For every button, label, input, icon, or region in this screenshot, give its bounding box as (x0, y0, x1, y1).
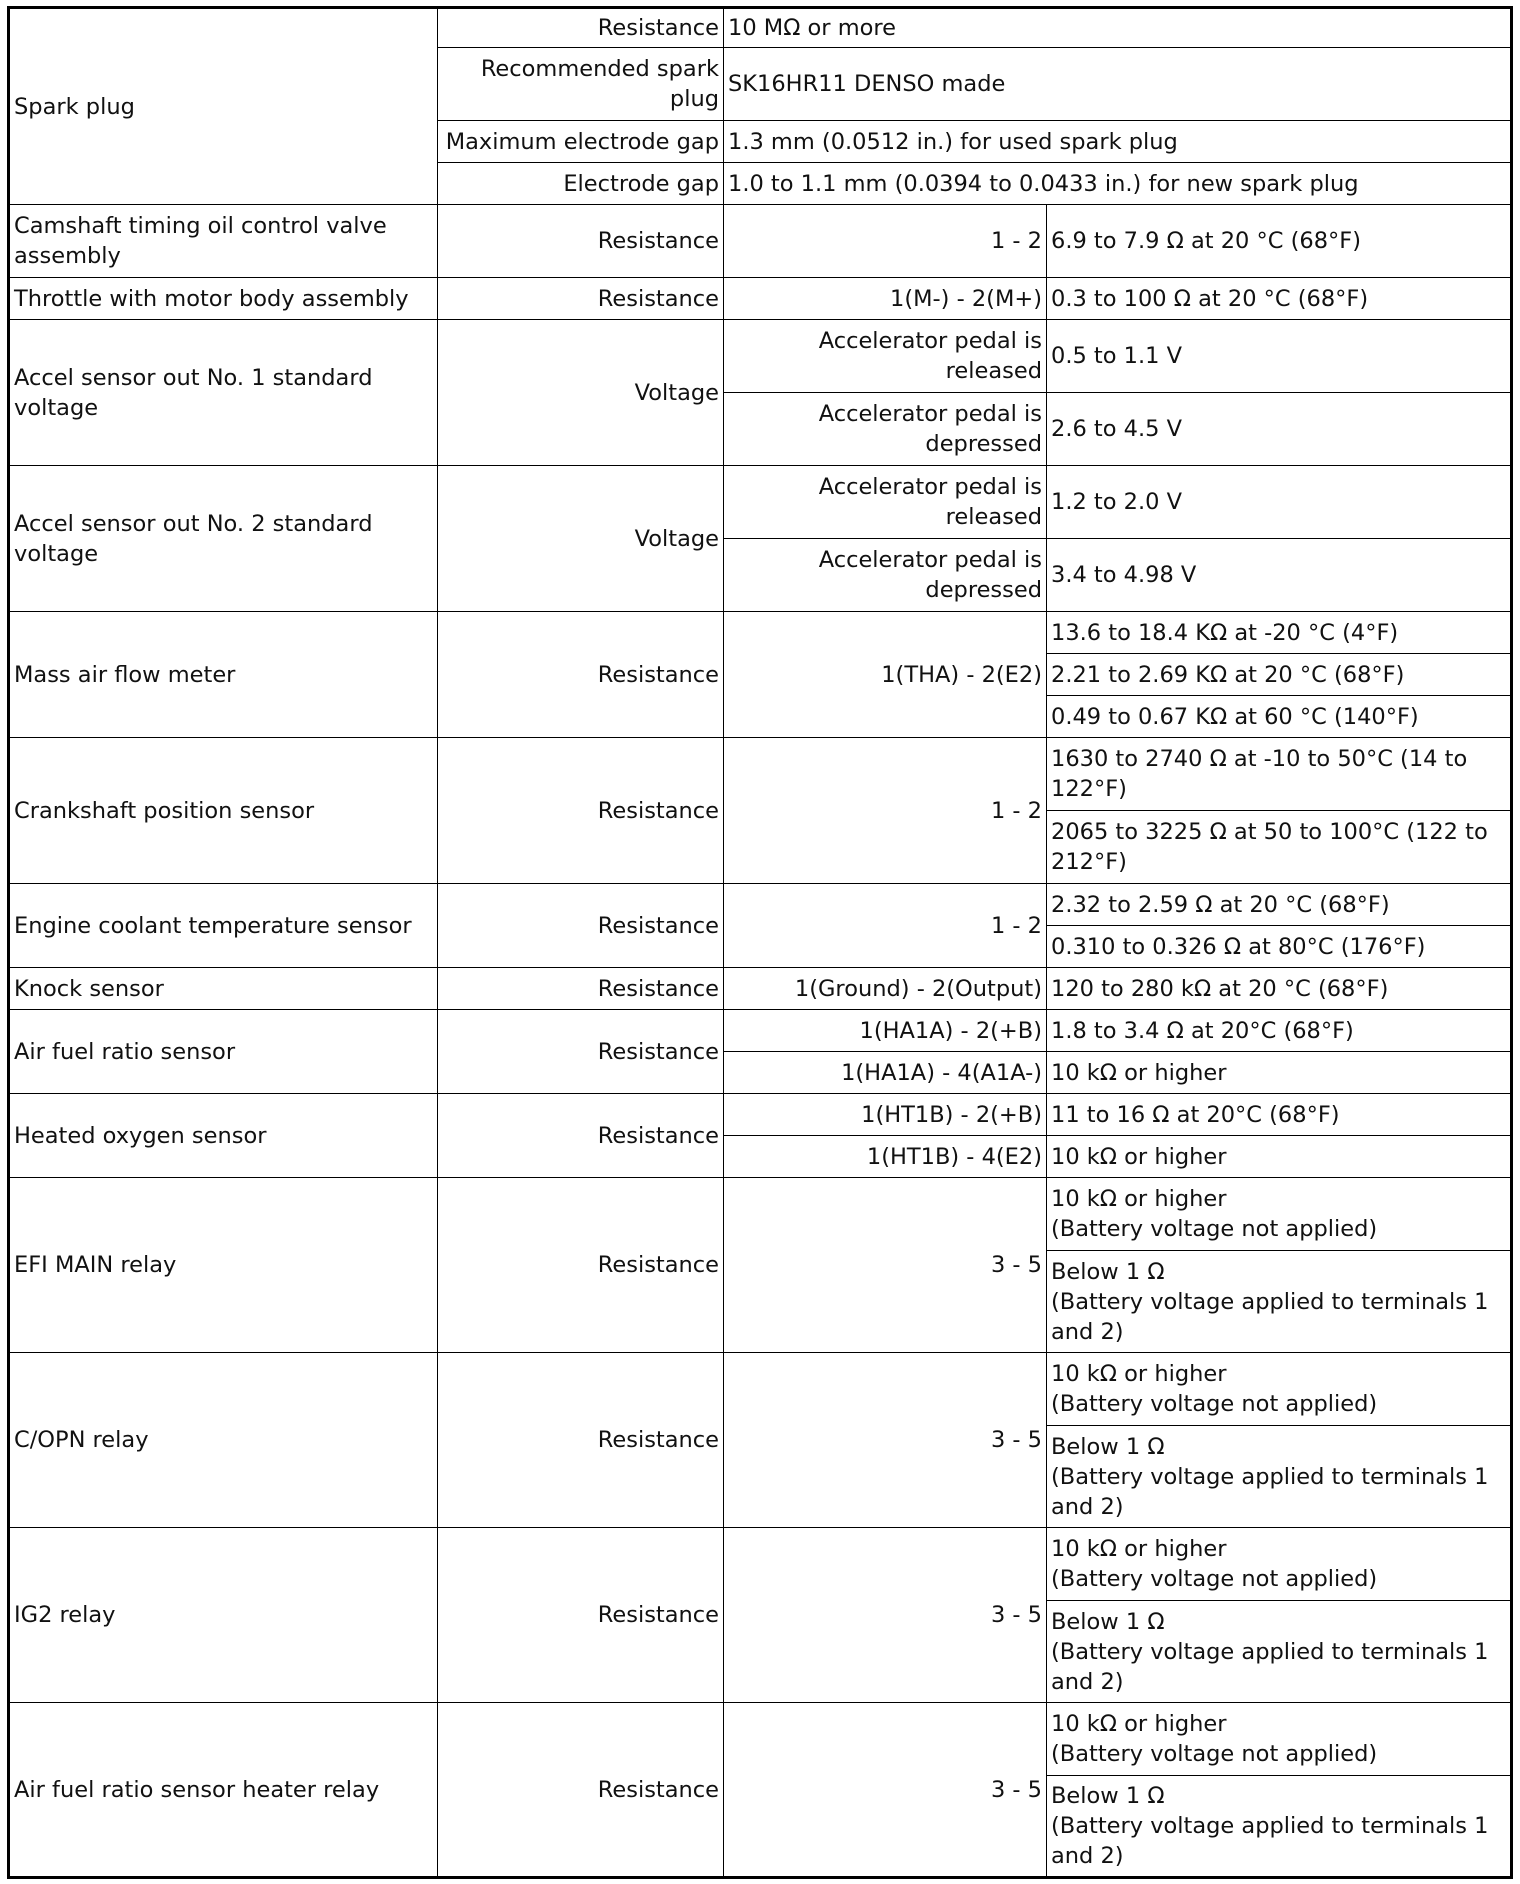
value-cell: 2.32 to 2.59 Ω at 20 °C (68°F) (1047, 884, 1512, 926)
terminal-cell: 1 - 2 (724, 884, 1047, 968)
check-cell: Voltage (438, 466, 724, 612)
component-cell: Air fuel ratio sensor (9, 1010, 438, 1094)
value-cell: 10 kΩ or higher (Battery voltage not applied) (1047, 1703, 1512, 1776)
terminal-cell: 1(HA1A) - 2(+B) (724, 1010, 1047, 1052)
component-cell: Mass air flow meter (9, 612, 438, 738)
component-cell: Accel sensor out No. 2 standard voltage (9, 466, 438, 612)
item-cell: Electrode gap (438, 163, 724, 205)
value-cell: 10 kΩ or higher (Battery voltage not applied) (1047, 1353, 1512, 1426)
terminal-cell: 3 - 5 (724, 1703, 1047, 1878)
value-cell: Below 1 Ω (Battery voltage applied to terminals 1 and 2) (1047, 1776, 1512, 1878)
value-cell: 0.3 to 100 Ω at 20 °C (68°F) (1047, 278, 1512, 320)
value-cell: 10 kΩ or higher (Battery voltage not applied) (1047, 1528, 1512, 1601)
component-cell: Accel sensor out No. 1 standard voltage (9, 320, 438, 466)
table-row (9, 612, 1512, 654)
item-cell: Maximum electrode gap (438, 121, 724, 163)
component-cell: Throttle with motor body assembly (9, 278, 438, 320)
check-cell: Voltage (438, 320, 724, 466)
table-row (9, 738, 1512, 811)
check-cell: Resistance (438, 1178, 724, 1353)
table-row (9, 466, 1512, 539)
terminal-cell: 3 - 5 (724, 1528, 1047, 1703)
table-row (9, 1353, 1512, 1426)
condition-cell: Accelerator pedal is depressed (724, 393, 1047, 466)
component-cell: C/OPN relay (9, 1353, 438, 1528)
value-cell: 0.5 to 1.1 V (1047, 320, 1512, 393)
check-cell: Resistance (438, 1703, 724, 1878)
component-cell: Spark plug (9, 8, 438, 205)
table-row (9, 1010, 1512, 1052)
terminal-cell: 1(HA1A) - 4(A1A-) (724, 1052, 1047, 1094)
check-cell: Resistance (438, 1094, 724, 1178)
terminal-cell: 3 - 5 (724, 1353, 1047, 1528)
value-cell: 1.8 to 3.4 Ω at 20°C (68°F) (1047, 1010, 1512, 1052)
check-cell: Resistance (438, 205, 724, 278)
table-row (9, 884, 1512, 926)
table-row (9, 1094, 1512, 1136)
value-cell: 11 to 16 Ω at 20°C (68°F) (1047, 1094, 1512, 1136)
value-cell: 3.4 to 4.98 V (1047, 539, 1512, 612)
value-cell: Below 1 Ω (Battery voltage applied to terminals 1 and 2) (1047, 1601, 1512, 1703)
component-cell: Air fuel ratio sensor heater relay (9, 1703, 438, 1878)
value-cell: 10 kΩ or higher (1047, 1136, 1512, 1178)
specification-table (7, 6, 1513, 1879)
terminal-cell: 1(Ground) - 2(Output) (724, 968, 1047, 1010)
terminal-cell: 1(HT1B) - 2(+B) (724, 1094, 1047, 1136)
terminal-cell: 1 - 2 (724, 205, 1047, 278)
check-cell: Resistance (438, 278, 724, 320)
condition-cell: Accelerator pedal is released (724, 466, 1047, 539)
check-cell: Resistance (438, 738, 724, 884)
value-cell: 2.6 to 4.5 V (1047, 393, 1512, 466)
check-cell: Resistance (438, 1528, 724, 1703)
table-row (9, 320, 1512, 393)
value-cell: 1.2 to 2.0 V (1047, 466, 1512, 539)
value-cell: 10 kΩ or higher (Battery voltage not applied) (1047, 1178, 1512, 1251)
item-cell: Resistance (438, 8, 724, 48)
value-cell: 10 kΩ or higher (1047, 1052, 1512, 1094)
value-cell: SK16HR11 DENSO made (724, 48, 1512, 121)
value-cell: 10 MΩ or more (724, 8, 1512, 48)
terminal-cell: 1(THA) - 2(E2) (724, 612, 1047, 738)
component-cell: EFI MAIN relay (9, 1178, 438, 1353)
terminal-cell: 3 - 5 (724, 1178, 1047, 1353)
component-cell: Crankshaft position sensor (9, 738, 438, 884)
table-row (9, 205, 1512, 278)
value-cell: 1.3 mm (0.0512 in.) for used spark plug (724, 121, 1512, 163)
check-cell: Resistance (438, 884, 724, 968)
table-row (9, 8, 1512, 48)
check-cell: Resistance (438, 1010, 724, 1094)
condition-cell: Accelerator pedal is released (724, 320, 1047, 393)
value-cell: 0.49 to 0.67 KΩ at 60 °C (140°F) (1047, 696, 1512, 738)
value-cell: 6.9 to 7.9 Ω at 20 °C (68°F) (1047, 205, 1512, 278)
table-row (9, 1178, 1512, 1251)
value-cell: Below 1 Ω (Battery voltage applied to terminals 1 and 2) (1047, 1251, 1512, 1353)
value-cell: 1.0 to 1.1 mm (0.0394 to 0.0433 in.) for new spark plug (724, 163, 1512, 205)
condition-cell: Accelerator pedal is depressed (724, 539, 1047, 612)
table-row (9, 1703, 1512, 1776)
check-cell: Resistance (438, 1353, 724, 1528)
value-cell: 0.310 to 0.326 Ω at 80°C (176°F) (1047, 926, 1512, 968)
table-row (9, 968, 1512, 1010)
value-cell: 2.21 to 2.69 KΩ at 20 °C (68°F) (1047, 654, 1512, 696)
component-cell: IG2 relay (9, 1528, 438, 1703)
value-cell: 1630 to 2740 Ω at -10 to 50°C (14 to 122°F) (1047, 738, 1512, 811)
table-row (9, 1528, 1512, 1601)
check-cell: Resistance (438, 968, 724, 1010)
component-cell: Engine coolant temperature sensor (9, 884, 438, 968)
terminal-cell: 1(HT1B) - 4(E2) (724, 1136, 1047, 1178)
table-row (9, 278, 1512, 320)
value-cell: 2065 to 3225 Ω at 50 to 100°C (122 to 212°F) (1047, 811, 1512, 884)
value-cell: 120 to 280 kΩ at 20 °C (68°F) (1047, 968, 1512, 1010)
terminal-cell: 1 - 2 (724, 738, 1047, 884)
value-cell: 13.6 to 18.4 KΩ at -20 °C (4°F) (1047, 612, 1512, 654)
terminal-cell: 1(M-) - 2(M+) (724, 278, 1047, 320)
value-cell: Below 1 Ω (Battery voltage applied to terminals 1 and 2) (1047, 1426, 1512, 1528)
item-cell: Recommended spark plug (438, 48, 724, 121)
check-cell: Resistance (438, 612, 724, 738)
component-cell: Heated oxygen sensor (9, 1094, 438, 1178)
component-cell: Camshaft timing oil control valve assembly (9, 205, 438, 278)
component-cell: Knock sensor (9, 968, 438, 1010)
